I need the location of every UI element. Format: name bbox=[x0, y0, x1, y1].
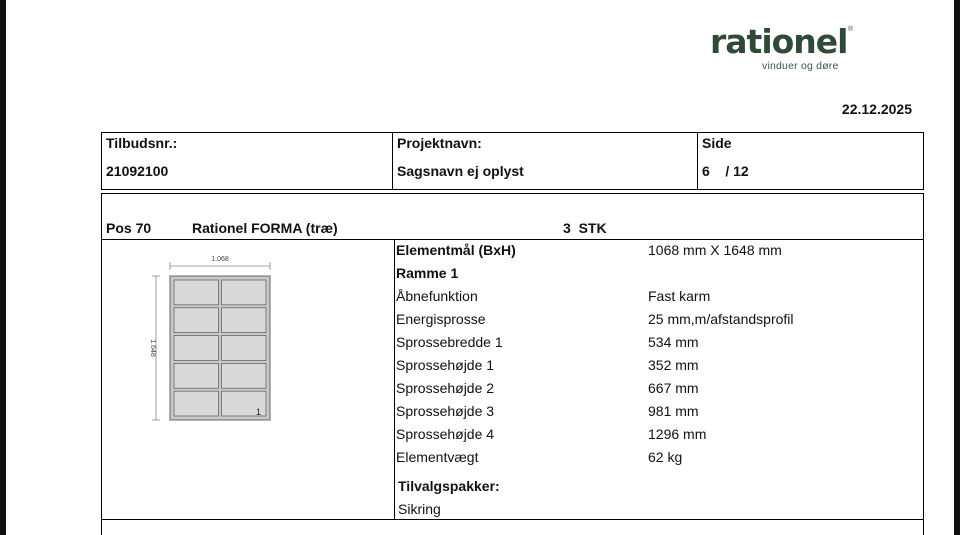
width-dimension-label: 1.068 bbox=[211, 256, 229, 263]
spec-label: Sprossehøjde 1 bbox=[396, 357, 495, 373]
spec-value: 352 mm bbox=[648, 357, 699, 373]
window-pane bbox=[222, 308, 267, 333]
spec-value: Fast karm bbox=[648, 288, 711, 304]
offer-number-value: 21092100 bbox=[106, 163, 169, 179]
page-label: Side bbox=[702, 135, 732, 151]
page-value: 6 / 12 bbox=[702, 163, 749, 179]
element-size-value: 1068 mm X 1648 mm bbox=[648, 242, 782, 258]
frame-number-label: 1 bbox=[256, 407, 262, 417]
element-size-label: Elementmål (BxH) bbox=[396, 242, 516, 258]
spec-label: Sprossehøjde 4 bbox=[396, 426, 495, 442]
spec-value: 62 kg bbox=[648, 449, 683, 465]
page-cell bbox=[698, 133, 923, 189]
column-divider bbox=[394, 240, 395, 519]
spec-label: Åbnefunktion bbox=[396, 288, 478, 304]
offer-number-cell bbox=[102, 133, 393, 189]
product-name: Rationel FORMA (træ) bbox=[192, 220, 338, 236]
logo-tagline: vinduer og døre bbox=[762, 60, 839, 72]
spec-value: 534 mm bbox=[648, 334, 699, 350]
spec-label: Elementvægt bbox=[396, 449, 479, 465]
position-body bbox=[102, 240, 923, 520]
option-item: Sikring bbox=[398, 501, 441, 517]
window-pane bbox=[174, 336, 219, 361]
window-pane bbox=[174, 308, 219, 333]
spec-label: Energisprosse bbox=[396, 311, 486, 327]
position-number: Pos 70 bbox=[106, 220, 152, 236]
quantity: 3 STK bbox=[563, 220, 607, 236]
spec-value: 25 mm,m/afstandsprofil bbox=[648, 311, 794, 327]
window-pane bbox=[174, 280, 219, 305]
frame-title: Ramme 1 bbox=[396, 265, 459, 281]
position-section bbox=[101, 193, 924, 535]
window-drawing bbox=[142, 248, 272, 428]
project-name-label: Projektnavn: bbox=[397, 135, 482, 151]
logo-registered-mark: ® bbox=[848, 26, 854, 33]
position-header bbox=[102, 194, 923, 240]
height-dimension-label: 1.648 bbox=[149, 339, 156, 357]
header-table bbox=[101, 132, 924, 190]
offer-number-label: Tilbudsnr.: bbox=[106, 135, 178, 151]
window-pane bbox=[174, 391, 219, 416]
window-pane bbox=[174, 363, 219, 388]
window-pane bbox=[222, 280, 267, 305]
spec-label: Sprossehøjde 3 bbox=[396, 403, 495, 419]
spec-value: 1296 mm bbox=[648, 426, 707, 442]
document-page bbox=[6, 0, 954, 535]
window-pane bbox=[222, 336, 267, 361]
spec-label: Sprossebredde 1 bbox=[396, 334, 503, 350]
window-pane bbox=[222, 363, 267, 388]
project-name-cell bbox=[393, 133, 698, 189]
rationel-logo bbox=[710, 22, 860, 74]
logo-wordmark: rationel bbox=[710, 22, 848, 61]
document-date: 22.12.2025 bbox=[841, 101, 912, 117]
spec-value: 981 mm bbox=[648, 403, 699, 419]
spec-value: 667 mm bbox=[648, 380, 699, 396]
options-title: Tilvalgspakker: bbox=[398, 478, 500, 494]
project-name-value: Sagsnavn ej oplyst bbox=[397, 163, 524, 179]
spec-label: Sprossehøjde 2 bbox=[396, 380, 495, 396]
